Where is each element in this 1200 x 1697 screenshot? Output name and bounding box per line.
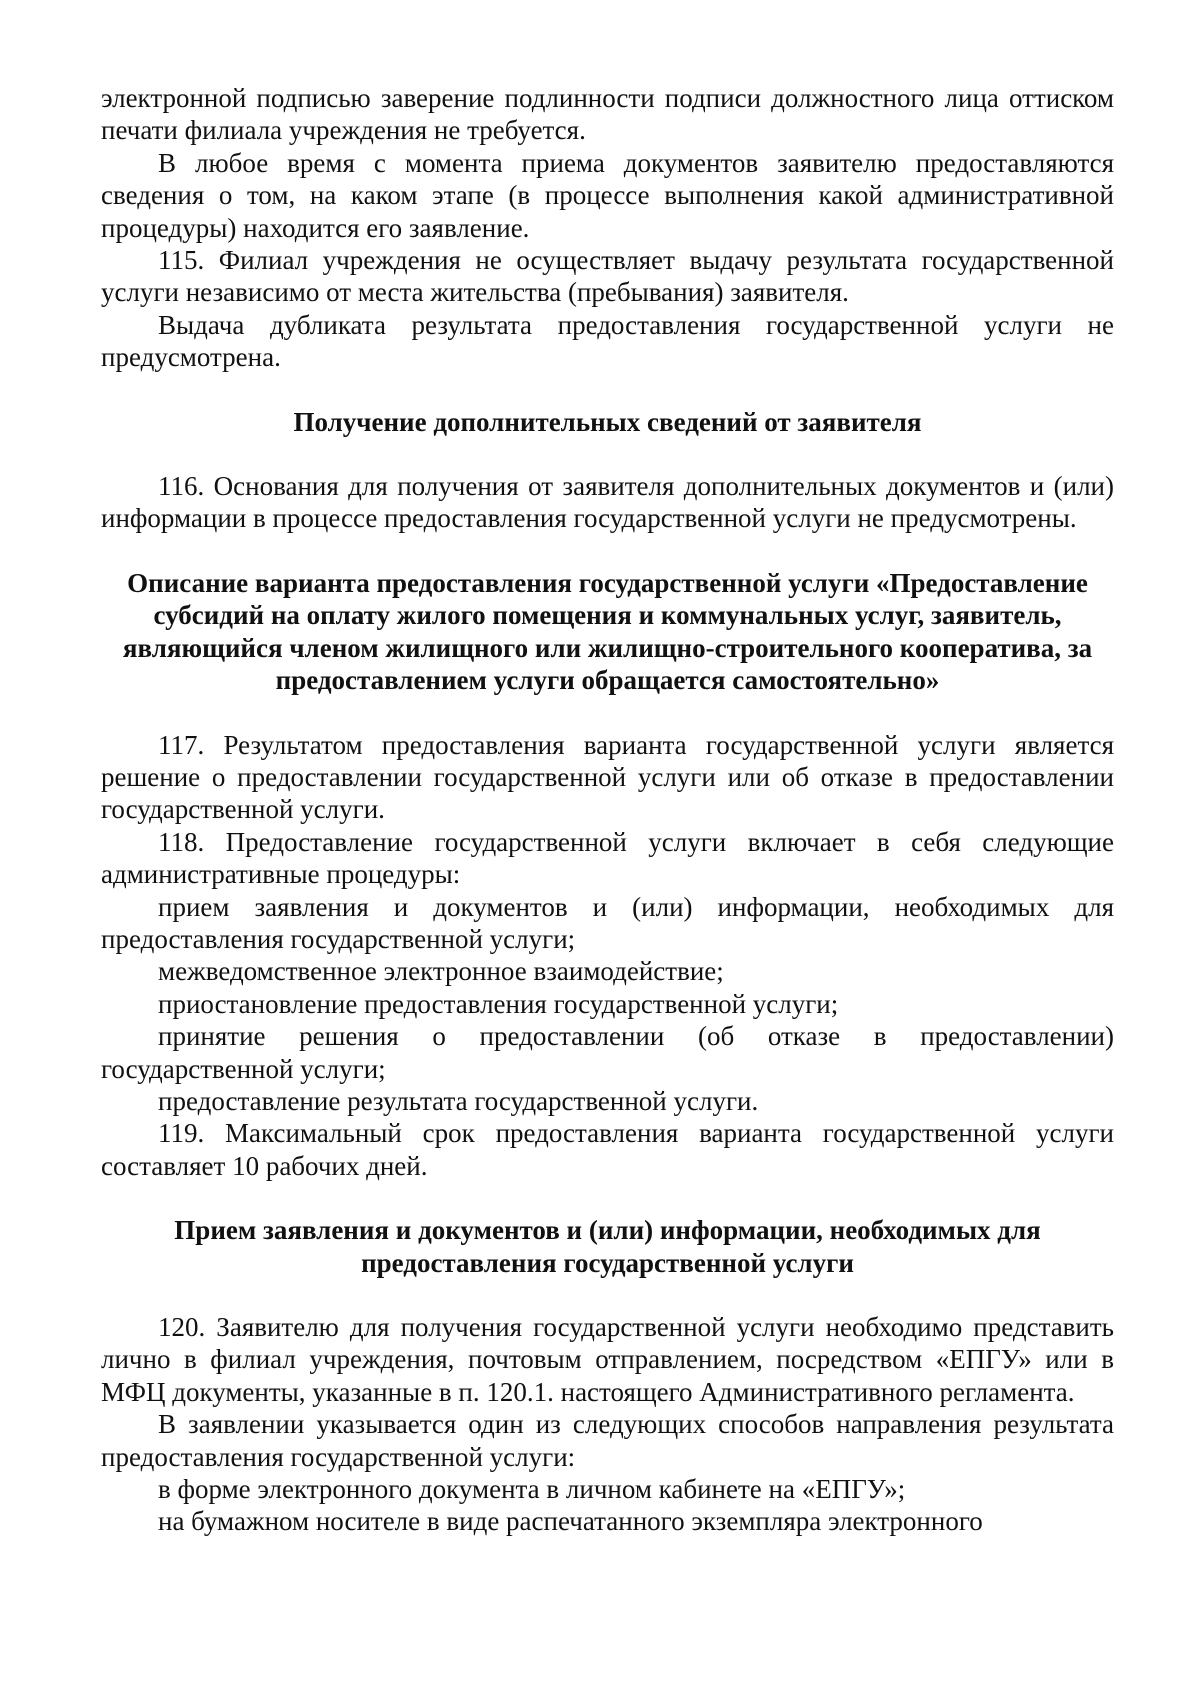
paragraph: В любое время с момента приема документов заявителю предоставляются сведения о том, на каком этапе (в процессе выполнения какой административной процедуры) находится его заявление. <box>101 147 1114 243</box>
section-heading: Прием заявления и документов и (или) информации, необходимых для предоставления государственной услуги <box>174 1215 1041 1278</box>
list-item: в форме электронного документа в личном кабинете на «ЕПГУ»; <box>158 1474 906 1505</box>
paragraph: 119. Максимальный срок предоставления варианта государственной услуги составляет 10 рабочих дней. <box>101 1118 1114 1181</box>
paragraph: 117. Результатом предоставления варианта государственной услуги является решение о предоставлении государственной услуги или об отказе в предоставлении государственной услуги. <box>101 729 1114 825</box>
spacer <box>101 1182 1114 1214</box>
list-item: межведомственное электронное взаимодействие; <box>158 956 724 987</box>
document-body <box>101 82 1114 1538</box>
list-item: предоставление результата государственной услуги. <box>158 1085 759 1116</box>
list-item: приостановление предоставления государственной услуги; <box>158 988 839 1019</box>
section-heading: Получение дополнительных сведений от заявителя <box>293 406 922 437</box>
list-item: прием заявления и документов и (или) информации, необходимых для предоставления государственной услуги; <box>101 891 1114 954</box>
spacer <box>101 374 1114 406</box>
paragraph: 116. Основания для получения от заявителя дополнительных документов и (или) информации в процессе предоставления государственной услуги не предусмотрены. <box>101 471 1114 534</box>
spacer <box>101 438 1114 470</box>
spacer <box>101 535 1114 567</box>
paragraph: электронной подписью заверение подлинности подписи должностного лица оттиском печати филиала учреждения не требуется. <box>101 83 1114 146</box>
paragraph: 120. Заявителю для получения государственной услуги необходимо представить лично в филиал учреждения, почтовым отправлением, посредством «ЕПГУ» или в МФЦ документы, указанные в п. 120.1. настоящего Административного регламента. <box>101 1312 1114 1407</box>
list-item: на бумажном носителе в виде распечатанного экземпляра электронного <box>158 1506 983 1537</box>
section-heading: Описание варианта предоставления государственной услуги «Предоставление субсидий на оплату жилого помещения и коммунальных услуг, заявитель, являющийся членом жилищного или жилищно-строительного кооператива, за предоставлением услуги обращается самостоятельно» <box>122 567 1093 696</box>
spacer <box>101 1279 1114 1311</box>
paragraph: 118. Предоставление государственной услуги включает в себя следующие административные процедуры: <box>101 826 1114 890</box>
list-item: принятие решения о предоставлении (об отказе в предоставлении) государственной услуги; <box>101 1021 1114 1084</box>
paragraph: Выдача дубликата результата предоставления государственной услуги не предусмотрена. <box>101 309 1114 373</box>
paragraph: В заявлении указывается один из следующих способов направления результата предоставления государственной услуги: <box>101 1409 1114 1472</box>
spacer <box>101 697 1114 729</box>
paragraph: 115. Филиал учреждения не осуществляет выдачу результата государственной услуги независимо от места жительства (пребывания) заявителя. <box>101 245 1114 308</box>
